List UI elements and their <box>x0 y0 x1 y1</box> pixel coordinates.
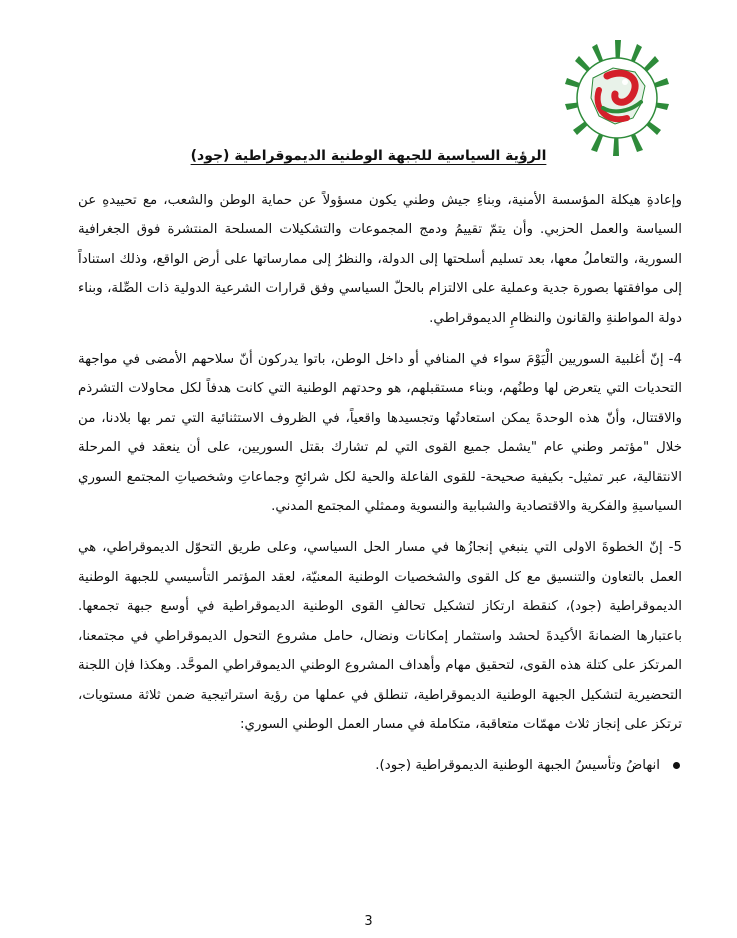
bullet-text: انهاضُ وتأسيسُ الجبهة الوطنية الديموقراطية (جود). <box>375 758 660 774</box>
list-item <box>78 751 682 780</box>
bullet-icon <box>673 762 680 769</box>
paragraph-point-5: 5- إنّ الخطوةَ الاولى التي ينبغي إنجازُها في مسار الحل السياسي، وعلى طريق التحوّل الديموقراطي، هي العمل بالتعاون والتنسيق مع كل القوى والشخصيات الوطنية المعنيّة، لعقد المؤتمر التأسيسي للجبهة الوطنية الديموقراطية (جود)، كنقطة ارتكاز لتشكيل تحالفِ القوى الوطنية الديموقراطية في أوسع جبهة تجمعها. باعتبارها الضمانةَ الأكيدةَ لحشد واستثمار إمكانات ونضال، حامل مشروع التحول الديموقراطي في مجتمعنا، المرتكز على كتلة هذه القوى، لتحقيق مهام وأهداف المشروع الوطني الديموقراطي الموحَّد. وهكذا فإن اللجنة التحضيرية لتشكيل الجبهة الوطنية الديموقراطية، تنطلق في عملها من رؤية استراتيجية ضمن ثلاثة مستويات، ترتكز على إنجاز ثلاث مهمّات متعاقبة، متكاملة في مسار العمل الوطني السوري: <box>78 540 682 732</box>
jood-logo-icon <box>563 38 671 158</box>
document-body <box>78 186 682 781</box>
bullet-list <box>78 751 682 780</box>
paragraph-point-4: 4- إنّ أغلبية السوريين الْيَوْمَ سواء في المنافي أو داخل الوطن، باتوا يدركون أنّ سلاحهم الأمضى في مواجهة التحديات التي يتعرض لها وطنُهم، وبناء مستقبلهم، هو وحدتهم الوطنية التي كانت هدفاً لكل محاولات التشرذم والاقتتال، وأنّ هذه الوحدةَ يمكن استعادتُها وتجسيدها واقعياً، في الظروف الاستثنائية التي تمر بها بلادنا، من خلال "مؤتمر وطني عام "يشمل جميع القوى التي لم تشارك بقتل السوريين، على أن ينعقد في المرحلة الانتقالية، عبر تمثيل- بكيفية صحيحة- للقوى الفاعلة والحية لكل شرائحِ وجماعاتِ وشخصياتِ المجتمع السوري السياسيةِ والفكرية والاقتصادية والشبابية والنسوية وممثلي المجتمع المدني. <box>78 352 682 515</box>
page-number: 3 <box>364 914 373 929</box>
document-title: الرؤية السياسية للجبهة الوطنية الديموقراطية (جود) <box>190 148 547 164</box>
paragraph-security-reform: وإعادةِ هيكلة المؤسسة الأمنية، وبناءِ جيش وطني يكون مسؤولاً عن حماية الوطن والشعب، مع تحييدهِ عن السياسة والعمل الحزبي. وأن يتمّ تقييمُ ودمج المجموعات والتشكيلات المسلحة المنتشرة فوق الجغرافية السورية، والتعاملُ معها، بعد تسليم أسلحتها إلى الدولة، والنظرُ إلى ممارساتها على أرض الواقع، وذلك استناداً إلى موافقتها بصورة جدية وعملية على الالتزام بالحلّ السياسي وفق قرارات الشرعية الدولية ذات الصِّلة، وبناء دولة المواطنةِ والقانون والنظامِ الديموقراطي. <box>78 193 682 326</box>
